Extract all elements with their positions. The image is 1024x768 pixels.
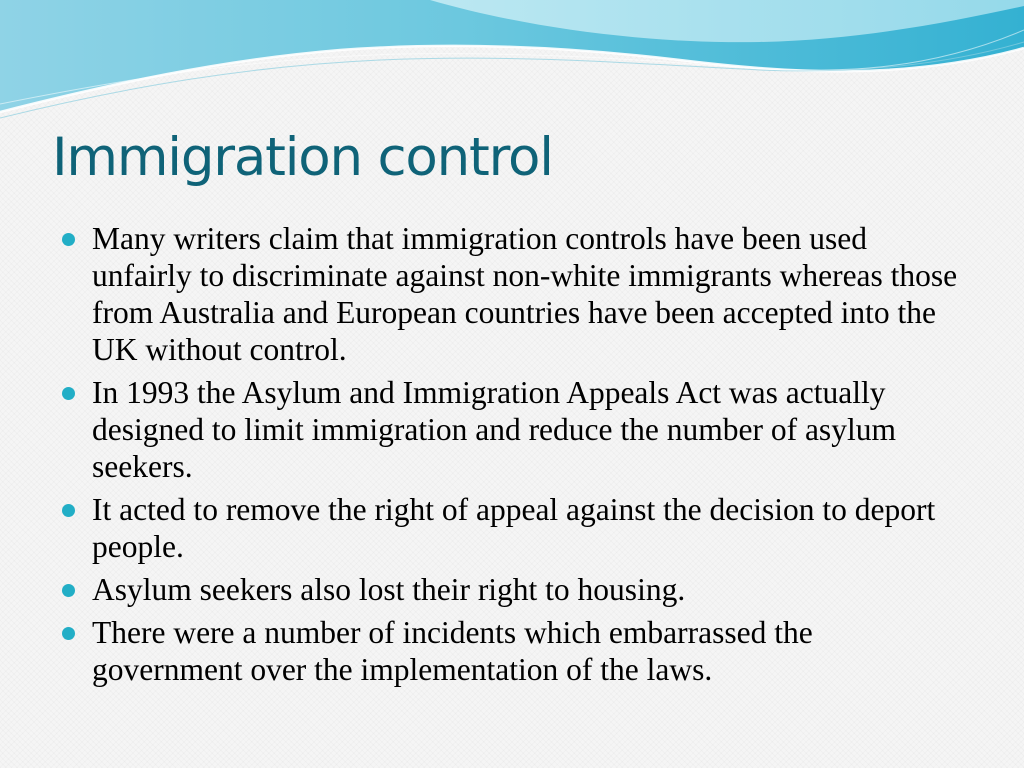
bullet-item	[62, 491, 962, 565]
bullet-item	[62, 220, 962, 368]
bullet-dot-icon	[62, 627, 75, 640]
bullet-text: There were a number of incidents which embarrassed the government over the implementation of the laws.	[92, 615, 813, 687]
bullet-item	[62, 374, 962, 485]
bullet-item	[62, 614, 962, 688]
bullet-dot-icon	[62, 504, 75, 517]
bullet-text: In 1993 the Asylum and Immigration Appeals Act was actually designed to limit immigration and reduce the number of asylum seekers.	[92, 375, 896, 484]
bullet-list	[62, 220, 962, 694]
slide-title: Immigration control	[52, 127, 553, 188]
bullet-dot-icon	[62, 584, 75, 597]
bullet-text: Many writers claim that immigration controls have been used unfairly to discriminate against non-white immigrants whereas those from Australia and European countries have been accepted into the UK without control.	[92, 221, 958, 367]
bullet-text: Asylum seekers also lost their right to housing.	[92, 572, 686, 607]
header-wave-decoration	[0, 0, 1024, 130]
bullet-dot-icon	[62, 233, 75, 246]
bullet-text: It acted to remove the right of appeal against the decision to deport people.	[92, 492, 936, 564]
bullet-dot-icon	[62, 387, 75, 400]
bullet-item	[62, 571, 962, 608]
